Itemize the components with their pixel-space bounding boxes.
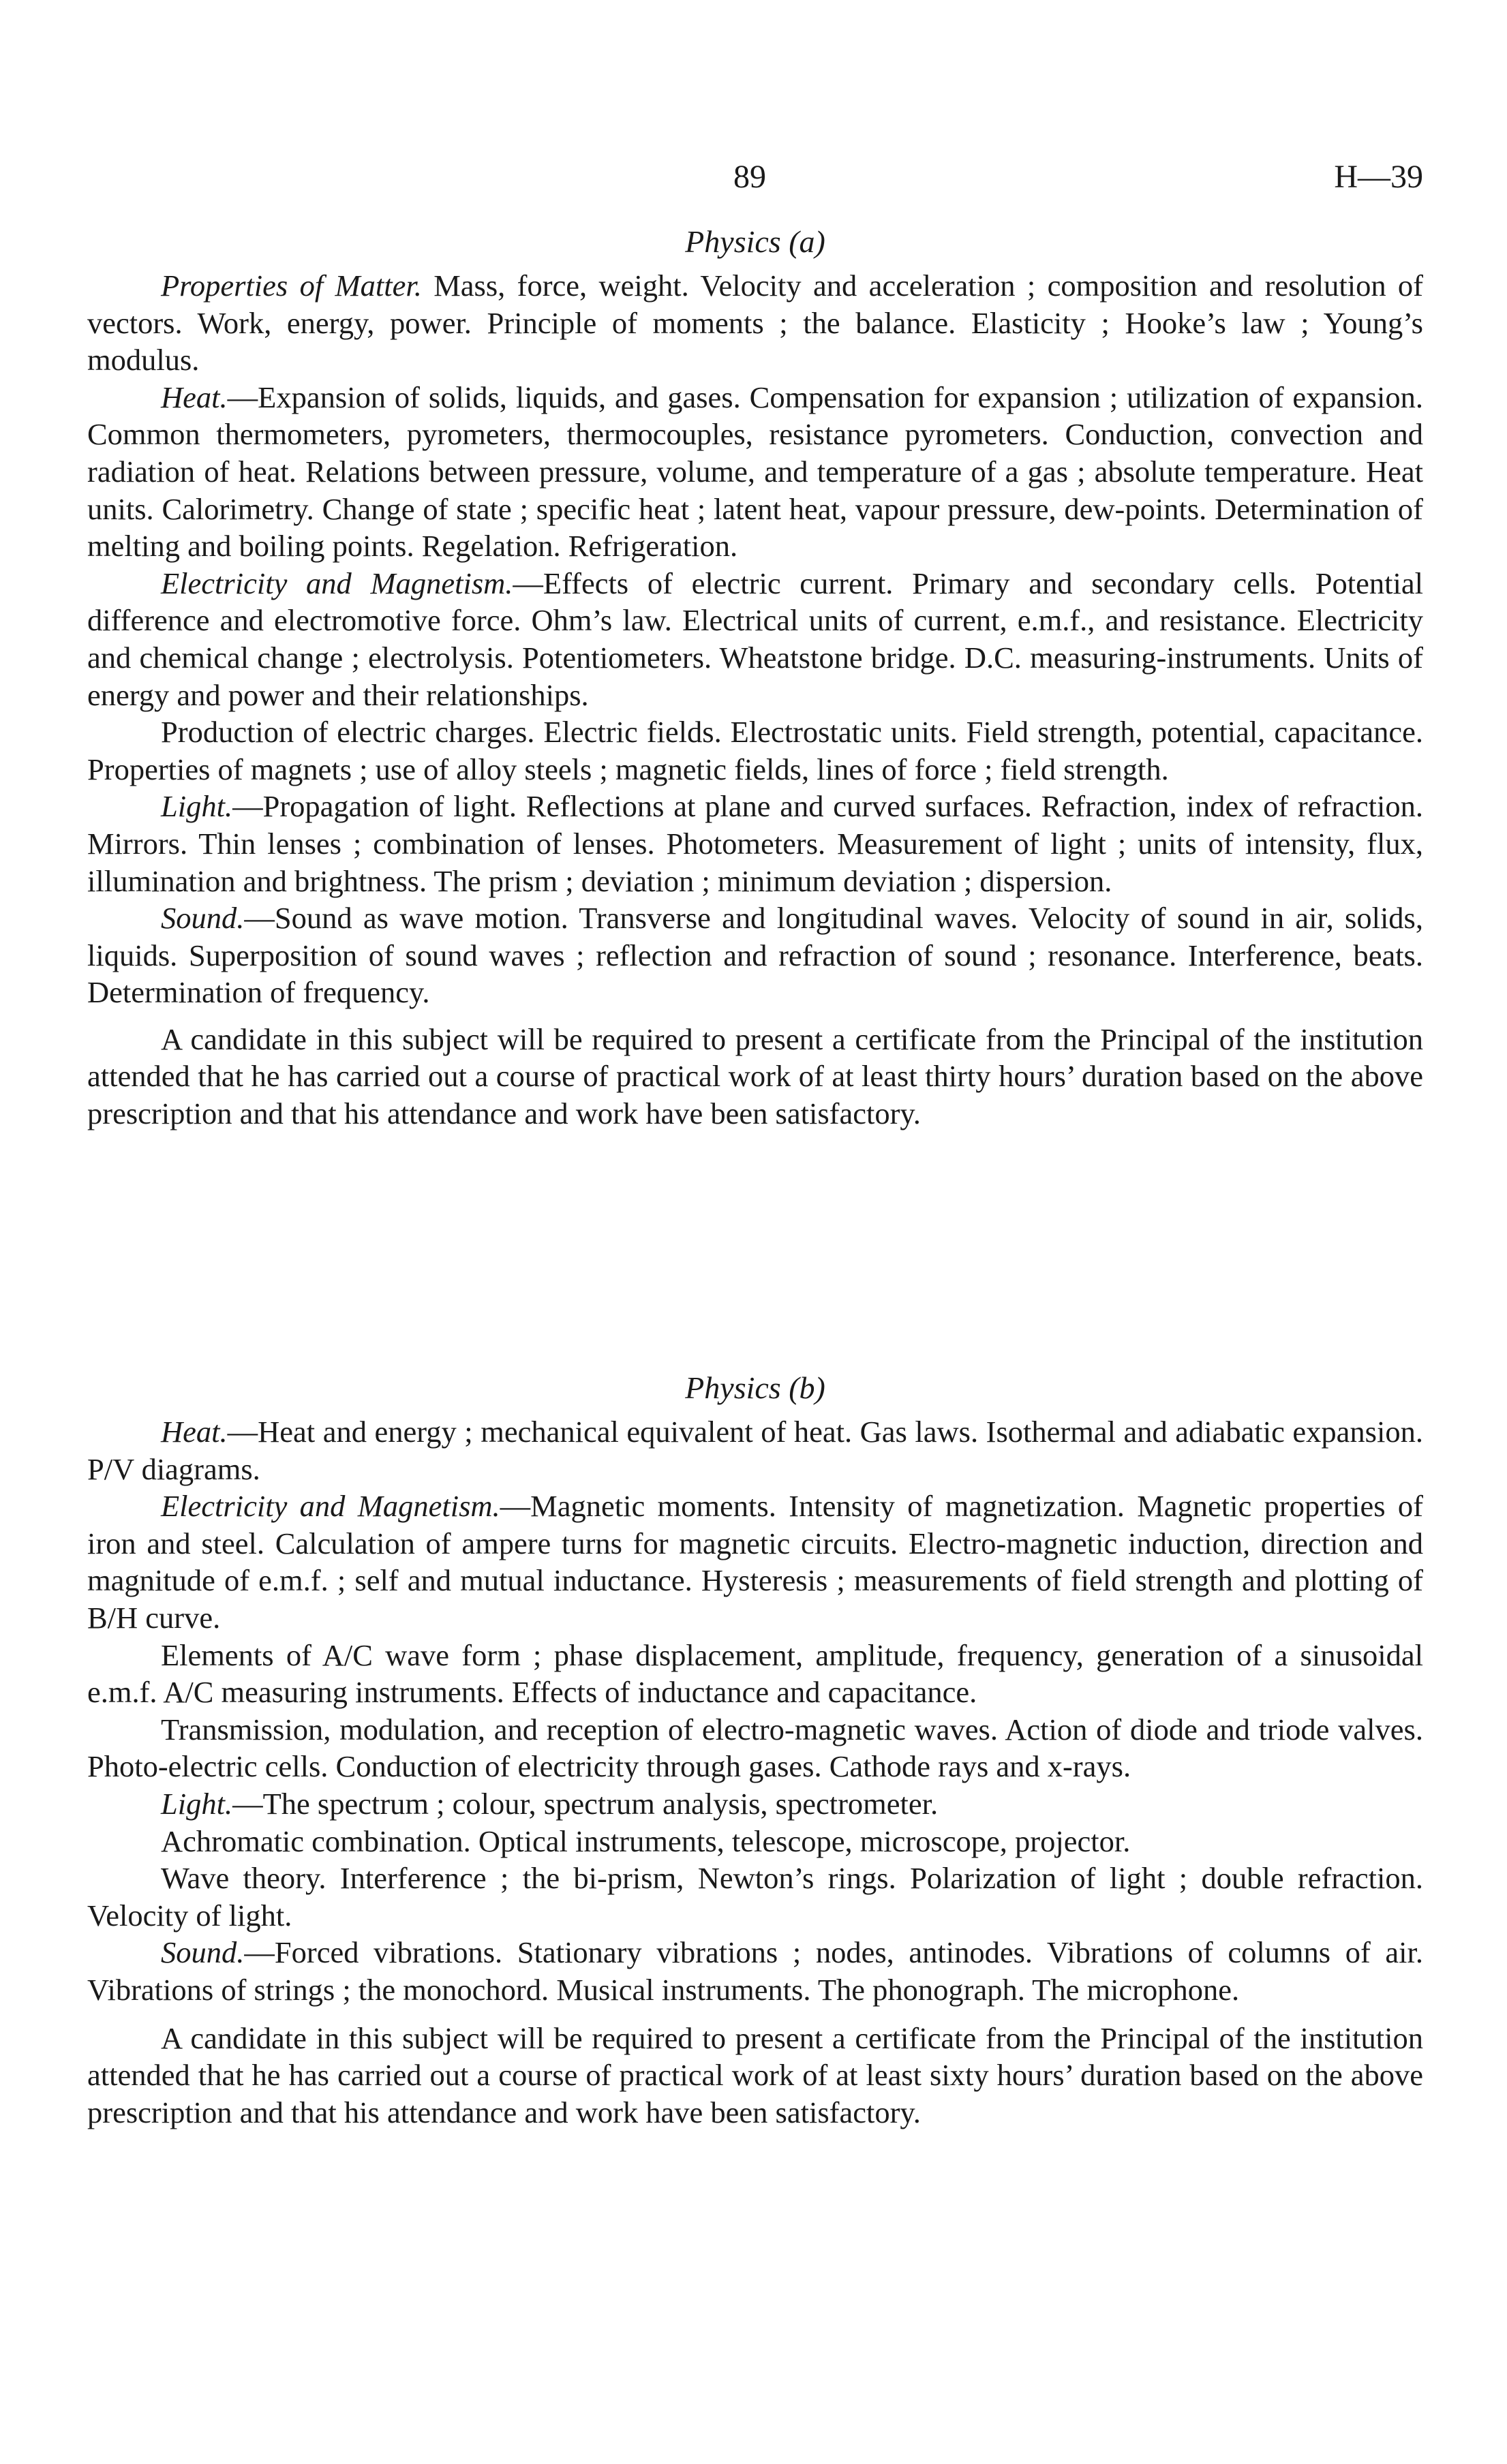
topic-heading: Heat. [161, 380, 228, 414]
page-number: 89 [733, 159, 766, 195]
topic-heading: Properties of Matter. [161, 268, 422, 303]
paragraph-text: —Effects of electric current. Primary and secondary cells. Potential difference and electromotive force. Ohm’s law. Electrical units of current, e.m.f., and resistance. Electricity and chemical change ; electrolysis. Potentiometers. Wheatstone bridge. D.C. measuring-instruments. Units of energy and power and their relationships. [87, 566, 1423, 712]
paragraph-text: Elements of A/C wave form ; phase displacement, amplitude, frequency, generation of a sinusoidal e.m.f. A/C measuring instruments. Effects of inductance and capacitance. [87, 1637, 1423, 1710]
paragraph-electromagnetic-waves [87, 1711, 1423, 1785]
section-title-physics-a: Physics (a) [685, 224, 825, 259]
paragraph-wave-theory [87, 1860, 1423, 1934]
document-page [87, 0, 1423, 2464]
paragraph-electrostatics [87, 713, 1423, 788]
paragraph-light [87, 1785, 1423, 1823]
paragraph-text: —Propagation of light. Reflections at plane and curved surfaces. Refraction, index of refraction. Mirrors. Thin lenses ; combination of lenses. Photometers. Measurement of light ; units of intensity, flux, illumination and brightness. The prism ; deviation ; minimum deviation ; dispersion. [87, 789, 1423, 898]
topic-heading: Sound. [161, 1935, 245, 1970]
section-physics-b [87, 1368, 1423, 2131]
paragraph-text: —Magnetic moments. Intensity of magnetization. Magnetic properties of iron and steel. Calculation of ampere turns for magnetic circuits. Electro-magnetic induction, direction and magnitude of e.m.f. ; self and mutual inductance. Hysteresis ; measurements of field strength and plotting of B/H curve. [87, 1489, 1423, 1635]
topic-heading: Light. [161, 789, 233, 824]
certificate-note-a: A candidate in this subject will be required to present a certificate from the Principal of the institution attended that he has carried out a course of practical work of at least thirty hours’ duration based on the above prescription and that his attendance and work have been satisfactory. [87, 1021, 1423, 1131]
paragraph-text: —Expansion of solids, liquids, and gases. Compensation for expansion ; utilization of expansion. Common thermometers, pyrometers, thermocouples, resistance pyrometers. Conduction, convection and radiation of heat. Relations between pressure, volume, and temperature of a gas ; absolute temperature. Heat units. Calorimetry. Change of state ; specific heat ; latent heat, vapour pressure, dew-points. Determination of melting and boiling points. Regelation. Refrigeration. [87, 380, 1423, 564]
topic-heading: Electricity and Magnetism. [161, 566, 513, 600]
paragraph-optical-instruments [87, 1823, 1423, 1860]
topic-heading: Electricity and Magnetism. [161, 1489, 500, 1524]
certificate-note-b: A candidate in this subject will be required to present a certificate from the Principal of the institution attended that he has carried out a course of practical work of at least sixty hours’ duration based on the above prescription and that his attendance and work have been satisfactory. [87, 2020, 1423, 2129]
paragraph-text: —Forced vibrations. Stationary vibrations ; nodes, antinodes. Vibrations of columns of air. Vibrations of strings ; the monochord. Musical instruments. The phonograph. The microphone. [87, 1935, 1423, 2007]
paragraph-light [87, 788, 1423, 899]
paragraph-text: Production of electric charges. Electric fields. Electrostatic units. Field strength, potential, capacitance. Properties of magnets ; use of alloy steels ; magnetic fields, lines of force ; field strength. [87, 715, 1423, 786]
paragraph-text: —The spectrum ; colour, spectrum analysis, spectrometer. [232, 1786, 939, 1821]
paragraph-heat [87, 1413, 1423, 1488]
paragraph-heat [87, 379, 1423, 565]
paragraph-text: —Sound as wave motion. Transverse and longitudinal waves. Velocity of sound in air, solids, liquids. Superposition of sound waves ; reflection and refraction of sound ; resonance. Interference, beats. Determination of frequency. [87, 901, 1423, 1010]
paragraph-text: Wave theory. Interference ; the bi-prism, Newton’s rings. Polarization of light ; double refraction. Velocity of light. [87, 1861, 1423, 1932]
topic-heading: Heat. [161, 1415, 228, 1449]
page-reference: H—39 [1334, 159, 1423, 195]
section-physics-a [87, 222, 1423, 1133]
section-title-physics-b: Physics (b) [685, 1370, 825, 1405]
paragraph-sound [87, 899, 1423, 1011]
paragraph-text: Achromatic combination. Optical instruments, telescope, microscope, projector. [161, 1823, 1131, 1858]
page-header [87, 158, 1423, 206]
paragraph-electricity-and-magnetism [87, 1488, 1423, 1636]
paragraph-text: —Heat and energy ; mechanical equivalent of heat. Gas laws. Isothermal and adiabatic expansion. P/V diagrams. [87, 1415, 1423, 1486]
paragraph-electricity-and-magnetism [87, 565, 1423, 713]
paragraph-properties-of-matter [87, 267, 1423, 379]
paragraph-text: Transmission, modulation, and reception of electro-magnetic waves. Action of diode and triode valves. Photo-electric cells. Conduction of electricity through gases. Cathode rays and x-rays. [87, 1712, 1423, 1784]
paragraph-alternating-current [87, 1637, 1423, 1711]
paragraph-text: Mass, force, weight. Velocity and acceleration ; composition and resolution of vectors. Work, energy, power. Principle of moments ; the balance. Elasticity ; Hooke’s law ; Young’s modulus. [87, 268, 1423, 378]
topic-heading: Sound. [161, 901, 245, 936]
topic-heading: Light. [161, 1786, 233, 1821]
paragraph-sound [87, 1934, 1423, 2008]
